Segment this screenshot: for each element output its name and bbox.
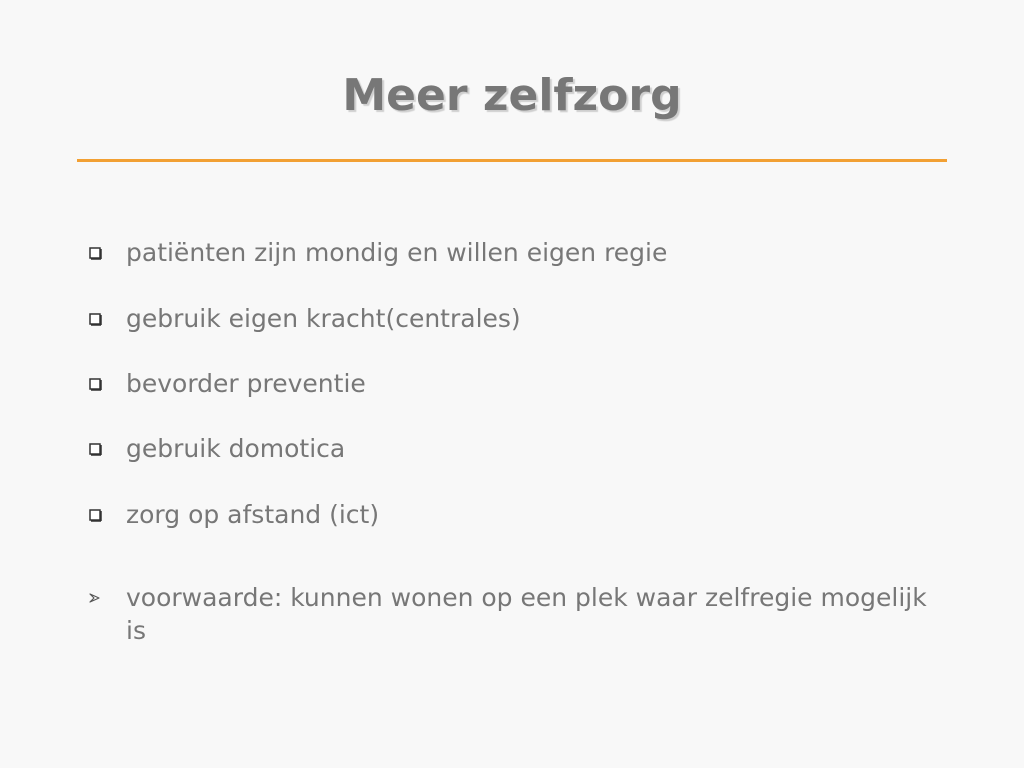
slide-title: Meer zelfzorg xyxy=(342,70,682,121)
arrow-bullet-icon xyxy=(86,589,104,607)
list-item-text: gebruik eigen kracht(centrales) xyxy=(126,304,521,333)
list-item-text: zorg op afstand (ict) xyxy=(126,500,380,529)
list-item-text: voorwaarde: kunnen wonen op een plek waar zelfregie mogelijk is xyxy=(126,583,927,645)
hollow-square-icon xyxy=(86,244,104,262)
hollow-square-icon xyxy=(86,506,104,524)
list-item-text: patiënten zijn mondig en willen eigen regie xyxy=(126,238,668,267)
hollow-square-icon xyxy=(86,440,104,458)
list-item-text: bevorder preventie xyxy=(126,369,366,398)
hollow-square-icon xyxy=(86,310,104,328)
list-item-text: gebruik domotica xyxy=(126,434,346,463)
hollow-square-icon xyxy=(86,375,104,393)
